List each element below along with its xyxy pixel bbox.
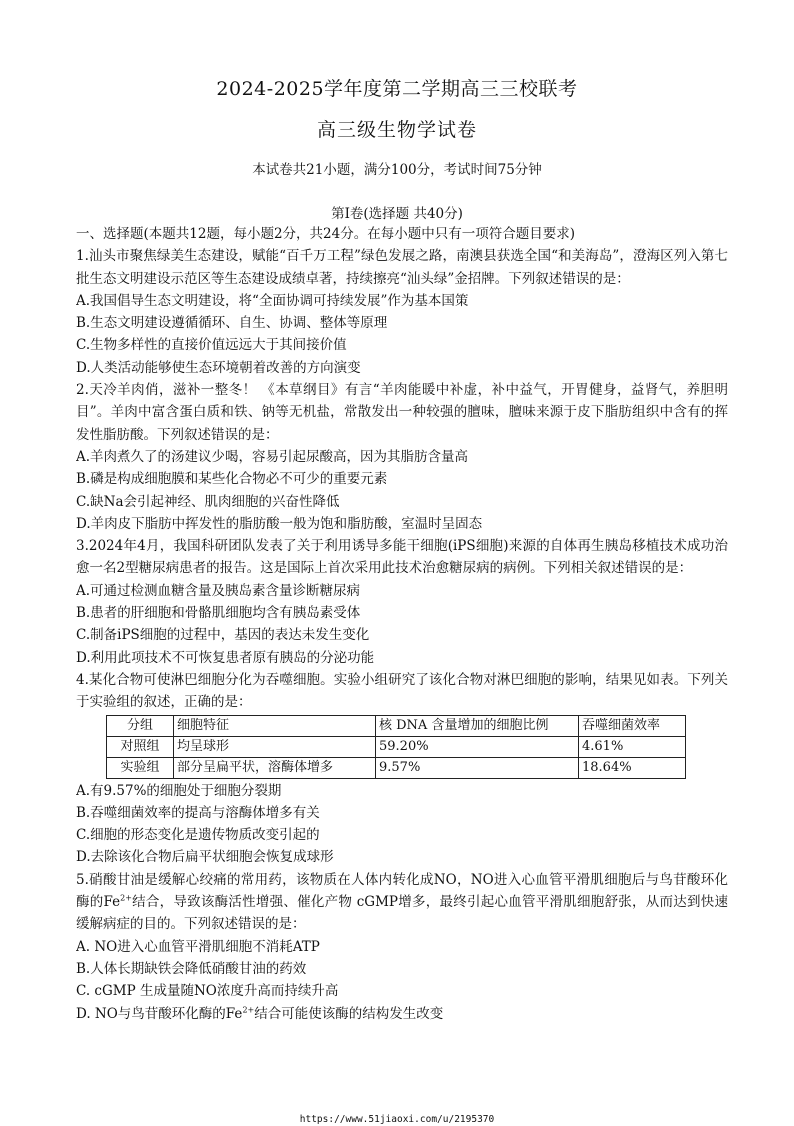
table-header-cell: 细胞特征 [174,715,376,736]
question-4-option-c: C.细胞的形态变化是遗传物质改变引起的 [76,827,320,844]
table-cell: 9.57% [376,757,579,778]
table-cell: 59.20% [376,736,579,757]
question-1-option-c: C.生物多样性的直接价值远远大于其间接价值 [76,337,347,354]
question-4-option-d: D.去除该化合物后扁平状细胞会恢复成球形 [76,849,334,866]
question-5-stem-part2: 结合，导致该酶活性增强、催化产物 cGMP增多，最终引起心血管平滑肌细胞舒张，从而达到快速缓解病症的目的。下列叙述错误的是： [76,894,728,933]
question-5-option-a: A. NO进入心血管平滑肌细胞不消耗ATP [76,938,320,955]
question-3-option-c: C.制备iPS细胞的过程中，基因的表达未发生变化 [76,627,370,644]
question-5-option-c: C. cGMP 生成量随NO浓度升高而持续升高 [76,983,339,1000]
footer-link[interactable]: https://www.51jiaoxi.com/u/2195370 [299,1114,495,1125]
question-5-option-d [76,1003,728,1025]
question-1-stem: 1.汕头市聚焦绿美生态建设，赋能“百千万工程”绿色发展之路，南澳县获选全国“和美海岛”，澄海区列入第七批生态文明建设示范区等生态建设成绩卓著，持续擦亮“汕头绿”金招牌。下列叙述错误的是： [76,248,728,287]
question-2-option-b: B.磷是构成细胞膜和某些化合物必不可少的重要元素 [76,471,388,488]
exam-info: 本试卷共21小题，满分100分，考试时间75分钟 [252,162,542,178]
exam-title: 2024-2025学年度第二学期高三三校联考 [216,78,578,100]
question-5-option-b: B.人体长期缺铁会降低硝酸甘油的药效 [76,960,307,977]
question-4-table [106,715,686,779]
question-5-stem [76,869,728,936]
table-header-cell: 分组 [107,715,174,736]
table-header-cell: 核 DNA 含量增加的细胞比例 [376,715,579,736]
question-5-option-d-part1: D. NO与鸟苷酸环化酶的Fe [76,1005,243,1022]
section-title: 第I卷(选择题 共40分) [331,206,463,222]
question-2-option-a: A.羊肉煮久了的汤建议少喝，容易引起尿酸高，因为其脂肪含量高 [76,448,469,465]
question-2-stem: 2.天冷羊肉俏，滋补一整冬！ 《本草纲目》有言“羊肉能暖中补虚，补中益气，开胃健身，益肾气，养胆明目”。羊肉中富含蛋白质和铁、钠等无机盐，常散发出一种较强的膻味，膻味来源于皮下脂肪组织中含有的挥发性脂肪酸。下列叙述错误的是： [76,382,728,443]
question-1-option-b: B.生态文明建设遵循循环、自生、协调、整体等原理 [76,315,388,332]
table-row [107,736,686,757]
question-4-option-a: A.有9.57%的细胞处于细胞分裂期 [76,782,282,799]
question-5-option-d-part2: 结合可能使该酶的结构发生改变 [254,1005,444,1022]
questions-body [76,223,728,1025]
table-cell: 4.61% [579,736,686,757]
table-cell: 部分呈扁平状，溶酶体增多 [174,757,376,778]
question-1-option-d: D.人类活动能够使生态环境朝着改善的方向演变 [76,359,361,376]
question-5-option-d-superscript: 2+ [242,1005,255,1014]
table-header-row [107,715,686,736]
question-4-option-b: B.吞噬细菌效率的提高与溶酶体增多有关 [76,804,320,821]
section-intro: 一、选择题(本题共12题，每小题2分，共24分。在每小题中只有一项符合题目要求) [76,226,575,242]
question-1-option-a: A.我国倡导生态文明建设，将“全面协调可持续发展”作为基本国策 [76,292,469,309]
question-3-option-a: A.可通过检测血糖含量及胰岛素含量诊断糖尿病 [76,582,361,599]
table-cell: 均呈球形 [174,736,376,757]
table-cell: 18.64% [579,757,686,778]
question-3-option-d: D.利用此项技术不可恢复患者原有胰岛的分泌功能 [76,649,375,666]
table-cell: 对照组 [107,736,174,757]
question-3-option-b: B.患者的肝细胞和骨骼肌细胞均含有胰岛素受体 [76,605,361,622]
question-5-superscript: 2+ [120,893,132,903]
table-header-cell: 吞噬细菌效率 [579,715,686,736]
question-5-stem-part1: 5.硝酸甘油是缓解心绞痛的常用药，该物质在人体内转化成NO，NO进入心血管平滑肌细胞后与鸟苷酸环化酶的Fe [76,871,728,911]
table-row [107,757,686,778]
table-cell: 实验组 [107,757,174,778]
question-3-stem: 3.2024年4月，我国科研团队发表了关于利用诱导多能干细胞(iPS细胞)来源的自体再生胰岛移植技术成功治愈一名2型糖尿病患者的报告。这是国际上首次采用此技术治愈糖尿病的病例。下列相关叙述错误的是： [76,538,728,577]
exam-subtitle: 高三级生物学试卷 [316,119,477,141]
question-2-option-c: C.缺Na会引起神经、肌肉细胞的兴奋性降低 [76,493,340,510]
question-2-option-d: D.羊肉皮下脂肪中挥发性的脂肪酸一般为饱和脂肪酸，室温时呈固态 [76,515,483,532]
question-4-stem: 4.某化合物可使淋巴细胞分化为吞噬细胞。实验小组研究了该化合物对淋巴细胞的影响，结果见如表。下列关于实验组的叙述，正确的是： [76,671,728,711]
